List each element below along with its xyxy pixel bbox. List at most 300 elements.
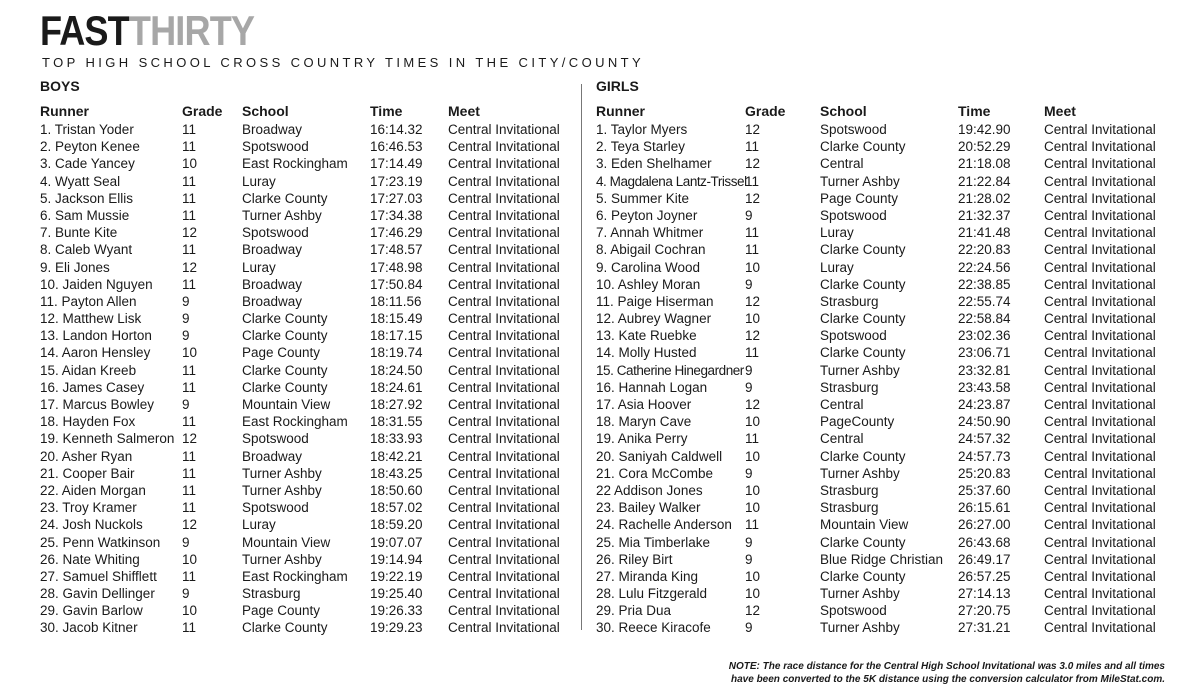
meet-cell: Central Invitational (1044, 173, 1156, 189)
table-row (596, 173, 1166, 190)
grade-cell: 11 (182, 482, 197, 498)
table-row (40, 551, 570, 568)
school-cell: Strasburg (820, 500, 879, 516)
meet-cell: Central Invitational (448, 207, 560, 223)
column-divider (581, 84, 582, 630)
table-row (40, 310, 570, 327)
time-cell: 18:31.55 (370, 414, 423, 430)
table-row (596, 138, 1166, 155)
table-row (596, 259, 1166, 276)
runner-column-header: Runner (596, 103, 645, 119)
grade-cell: 9 (745, 379, 753, 395)
table-row (596, 276, 1166, 293)
runner-cell: 27. Samuel Shifflett (40, 568, 157, 584)
school-cell: Clarke County (242, 311, 328, 327)
meet-cell: Central Invitational (1044, 586, 1156, 602)
time-cell: 26:57.25 (958, 568, 1011, 584)
table-row (40, 344, 570, 361)
runner-cell: 11. Payton Allen (40, 293, 137, 309)
meet-cell: Central Invitational (1044, 190, 1156, 206)
table-row (596, 499, 1166, 516)
grade-cell: 10 (182, 156, 198, 172)
distance-conversion-note (729, 660, 1165, 686)
grade-cell: 11 (745, 242, 760, 258)
grade-cell: 11 (182, 379, 197, 395)
school-cell: East Rockingham (242, 156, 348, 172)
table-row (596, 224, 1166, 241)
school-cell: Broadway (242, 122, 303, 137)
table-row (40, 207, 570, 224)
time-cell: 17:46.29 (370, 225, 423, 241)
runner-cell: 1. Taylor Myers (596, 122, 688, 137)
time-cell: 19:29.23 (370, 620, 423, 636)
grade-cell: 9 (182, 311, 190, 327)
runner-cell: 5. Jackson Ellis (40, 190, 134, 206)
table-row (596, 396, 1166, 413)
grade-cell: 10 (182, 603, 198, 619)
runner-cell: 26. Riley Birt (596, 551, 673, 567)
table-row (596, 310, 1166, 327)
school-cell: Luray (242, 259, 276, 275)
runner-cell: 12. Aubrey Wagner (596, 311, 712, 327)
grade-cell: 12 (745, 397, 761, 412)
meet-cell: Central Invitational (1044, 311, 1156, 327)
grade-column-header: Grade (745, 103, 786, 119)
time-cell: 23:43.58 (958, 379, 1011, 395)
grade-cell: 10 (745, 311, 761, 327)
table-row (40, 293, 570, 310)
school-cell: Page County (242, 345, 321, 361)
time-cell: 18:59.20 (370, 517, 423, 533)
girls-section-title: GIRLS (596, 78, 639, 94)
school-cell: Central (820, 156, 864, 172)
time-cell: 22:20.83 (958, 242, 1011, 258)
runner-cell: 14. Molly Husted (596, 345, 697, 361)
school-cell: Luray (242, 517, 276, 533)
runner-cell: 20. Asher Ryan (40, 448, 133, 464)
runner-cell: 24. Rachelle Anderson (596, 517, 732, 533)
time-cell: 26:43.68 (958, 534, 1011, 550)
time-cell: 23:02.36 (958, 328, 1011, 344)
runner-cell: 3. Cade Yancey (40, 156, 135, 172)
runner-cell: 11. Paige Hiserman (596, 293, 714, 309)
time-cell: 18:24.61 (370, 379, 423, 395)
grade-cell: 9 (745, 276, 753, 292)
meet-cell: Central Invitational (448, 397, 560, 412)
table-row (596, 190, 1166, 207)
runner-cell: 21. Cooper Bair (40, 465, 135, 481)
meet-cell: Central Invitational (1044, 603, 1156, 619)
meet-cell: Central Invitational (1044, 225, 1156, 241)
runner-cell: 23. Troy Kramer (40, 500, 137, 516)
table-row (40, 585, 570, 602)
school-cell: Spotswood (820, 603, 887, 619)
grade-cell: 9 (182, 293, 190, 309)
table-row (596, 379, 1166, 396)
time-cell: 21:22.84 (958, 173, 1011, 189)
runner-cell: 23. Bailey Walker (596, 500, 701, 516)
table-row (40, 362, 570, 379)
time-cell: 18:42.21 (370, 448, 423, 464)
meet-cell: Central Invitational (448, 534, 560, 550)
meet-cell: Central Invitational (1044, 568, 1156, 584)
meet-cell: Central Invitational (1044, 293, 1156, 309)
meet-cell: Central Invitational (448, 379, 560, 395)
school-cell: Clarke County (242, 328, 328, 344)
time-cell: 16:46.53 (370, 139, 423, 155)
meet-cell: Central Invitational (1044, 122, 1156, 137)
school-cell: Mountain View (820, 517, 909, 533)
grade-cell: 11 (182, 173, 197, 189)
runner-cell: 16. James Casey (40, 379, 145, 395)
school-cell: Clarke County (820, 568, 906, 584)
runner-cell: 14. Aaron Hensley (40, 345, 151, 361)
meet-cell: Central Invitational (448, 173, 560, 189)
time-cell: 22:38.85 (958, 276, 1011, 292)
time-cell: 18:11.56 (370, 293, 422, 309)
table-row (596, 602, 1166, 619)
time-column-header: Time (370, 103, 403, 119)
time-cell: 24:57.32 (958, 431, 1011, 447)
grade-cell: 9 (745, 465, 753, 481)
grade-cell: 10 (745, 568, 761, 584)
meet-cell: Central Invitational (448, 568, 560, 584)
note-line-1: NOTE: The race distance for the Central High School Invitational was 3.0 miles and all times (728, 661, 1165, 672)
page-subtitle: TOP HIGH SCHOOL CROSS COUNTRY TIMES IN THE CITY/COUNTY (42, 55, 645, 70)
table-row (596, 482, 1166, 499)
table-row (40, 327, 570, 344)
table-row (40, 173, 570, 190)
meet-cell: Central Invitational (448, 225, 560, 241)
table-row (40, 619, 570, 636)
time-cell: 24:50.90 (958, 414, 1011, 430)
grade-cell: 9 (182, 328, 190, 344)
table-row (596, 534, 1166, 551)
runner-cell: 18. Hayden Fox (40, 414, 136, 430)
grade-cell: 9 (182, 586, 190, 602)
grade-cell: 12 (745, 190, 761, 206)
grade-cell: 11 (745, 345, 760, 361)
table-row (596, 293, 1166, 310)
logo-word-thirty: THIRTY (128, 7, 255, 54)
grade-cell: 9 (182, 397, 190, 412)
meet-cell: Central Invitational (448, 122, 560, 137)
meet-cell: Central Invitational (448, 328, 560, 344)
table-row (40, 413, 570, 430)
runner-cell: 9. Eli Jones (40, 259, 110, 275)
grade-column-header: Grade (182, 103, 223, 119)
school-cell: Spotswood (242, 500, 309, 516)
runner-cell: 25. Mia Timberlake (596, 534, 711, 550)
school-cell: Strasburg (242, 586, 301, 602)
meet-cell: Central Invitational (1044, 156, 1156, 172)
table-row (596, 327, 1166, 344)
school-cell: Clarke County (820, 276, 906, 292)
time-cell: 19:14.94 (370, 551, 423, 567)
grade-cell: 10 (182, 345, 198, 361)
meet-cell: Central Invitational (1044, 362, 1156, 378)
grade-cell: 10 (745, 259, 761, 275)
meet-cell: Central Invitational (1044, 534, 1156, 550)
runner-cell: 27. Miranda King (596, 568, 699, 584)
grade-cell: 12 (745, 122, 761, 137)
time-cell: 19:26.33 (370, 603, 423, 619)
grade-cell: 11 (182, 620, 197, 636)
grade-cell: 11 (182, 414, 197, 430)
time-cell: 27:31.21 (958, 620, 1011, 636)
grade-cell: 11 (182, 500, 197, 516)
meet-cell: Central Invitational (448, 276, 560, 292)
grade-cell: 11 (182, 242, 197, 258)
time-column-header: Time (958, 103, 991, 119)
school-cell: Clarke County (820, 139, 906, 155)
school-cell: Clarke County (242, 362, 328, 378)
school-cell: Clarke County (820, 534, 906, 550)
boys-header-row (40, 102, 570, 121)
runner-cell: 10. Ashley Moran (596, 276, 701, 292)
runner-cell: 19. Anika Perry (596, 431, 688, 447)
runner-cell: 29. Pria Dua (596, 603, 672, 619)
school-cell: Turner Ashby (820, 586, 900, 602)
time-cell: 18:19.74 (370, 345, 423, 361)
runner-cell: 10. Jaiden Nguyen (40, 276, 153, 292)
runner-cell: 25. Penn Watkinson (40, 534, 161, 550)
time-cell: 27:20.75 (958, 603, 1011, 619)
meet-cell: Central Invitational (448, 586, 560, 602)
time-cell: 17:23.19 (370, 173, 423, 189)
school-cell: Turner Ashby (242, 551, 322, 567)
grade-cell: 11 (745, 225, 760, 241)
time-cell: 21:41.48 (958, 225, 1011, 241)
runner-cell: 4. Magdalena Lantz-Trissel (596, 173, 747, 189)
table-row (596, 362, 1166, 379)
grade-cell: 12 (745, 328, 761, 344)
time-cell: 26:27.00 (958, 517, 1011, 533)
school-cell: Clarke County (242, 190, 328, 206)
time-cell: 22:55.74 (958, 293, 1011, 309)
time-cell: 16:14.32 (370, 122, 423, 137)
time-cell: 23:06.71 (958, 345, 1011, 361)
grade-cell: 11 (182, 448, 197, 464)
runner-cell: 3. Eden Shelhamer (596, 156, 712, 172)
table-row (40, 155, 570, 172)
runner-cell: 30. Reece Kiracofe (596, 620, 711, 636)
school-cell: PageCounty (820, 414, 895, 430)
time-cell: 21:28.02 (958, 190, 1011, 206)
runner-cell: 21. Cora McCombe (596, 465, 714, 481)
runner-cell: 30. Jacob Kitner (40, 620, 138, 636)
meet-cell: Central Invitational (1044, 551, 1156, 567)
table-row (596, 155, 1166, 172)
girls-results-table (596, 102, 1166, 637)
grade-cell: 12 (182, 517, 198, 533)
runner-cell: 28. Lulu Fitzgerald (596, 586, 708, 602)
table-row (40, 138, 570, 155)
grade-cell: 10 (745, 414, 761, 430)
time-cell: 22:24.56 (958, 259, 1011, 275)
grade-cell: 12 (745, 156, 761, 172)
grade-cell: 12 (182, 431, 198, 447)
runner-cell: 5. Summer Kite (596, 190, 690, 206)
grade-cell: 12 (745, 293, 761, 309)
grade-cell: 11 (745, 173, 760, 189)
grade-cell: 9 (745, 620, 753, 636)
meet-cell: Central Invitational (448, 517, 560, 533)
runner-cell: 24. Josh Nuckols (40, 517, 143, 533)
school-cell: Central (820, 431, 864, 447)
school-cell: Spotswood (820, 122, 887, 137)
school-cell: Turner Ashby (820, 620, 900, 636)
time-cell: 19:42.90 (958, 122, 1011, 137)
meet-cell: Central Invitational (1044, 276, 1156, 292)
runner-cell: 15. Aidan Kreeb (40, 362, 137, 378)
boys-results-table (40, 102, 570, 637)
meet-cell: Central Invitational (1044, 500, 1156, 516)
school-cell: Strasburg (820, 482, 879, 498)
school-cell: Spotswood (820, 328, 887, 344)
runner-cell: 15. Catherine Hinegardner (596, 362, 744, 378)
time-cell: 21:18.08 (958, 156, 1011, 172)
table-row (40, 379, 570, 396)
meet-cell: Central Invitational (1044, 379, 1156, 395)
time-cell: 25:37.60 (958, 482, 1011, 498)
school-cell: Mountain View (242, 534, 331, 550)
meet-cell: Central Invitational (448, 362, 560, 378)
table-row (596, 585, 1166, 602)
meet-cell: Central Invitational (1044, 139, 1156, 155)
time-cell: 20:52.29 (958, 139, 1011, 155)
school-cell: Broadway (242, 448, 303, 464)
runner-cell: 20. Saniyah Caldwell (596, 448, 723, 464)
school-cell: Luray (820, 259, 854, 275)
grade-cell: 10 (745, 586, 761, 602)
runner-cell: 6. Peyton Joyner (596, 207, 698, 223)
time-cell: 19:22.19 (370, 568, 423, 584)
school-cell: Spotswood (820, 207, 887, 223)
runner-cell: 2. Teya Starley (596, 139, 686, 155)
grade-cell: 9 (745, 207, 753, 223)
time-cell: 24:23.87 (958, 397, 1011, 412)
meet-cell: Central Invitational (448, 431, 560, 447)
meet-cell: Central Invitational (448, 139, 560, 155)
runner-cell: 28. Gavin Dellinger (40, 586, 155, 602)
table-row (40, 602, 570, 619)
meet-column-header: Meet (448, 103, 480, 119)
grade-cell: 10 (745, 482, 761, 498)
time-cell: 17:48.98 (370, 259, 423, 275)
time-cell: 17:34.38 (370, 207, 423, 223)
table-row (40, 396, 570, 413)
meet-cell: Central Invitational (1044, 431, 1156, 447)
table-row (40, 516, 570, 533)
meet-cell: Central Invitational (448, 500, 560, 516)
runner-cell: 4. Wyatt Seal (40, 173, 121, 189)
school-cell: Clarke County (820, 311, 906, 327)
table-row (596, 516, 1166, 533)
time-cell: 18:17.15 (370, 328, 423, 344)
time-cell: 22:58.84 (958, 311, 1011, 327)
school-cell: Turner Ashby (242, 482, 322, 498)
time-cell: 18:57.02 (370, 500, 423, 516)
table-row (40, 121, 570, 138)
table-row (40, 465, 570, 482)
runner-cell: 29. Gavin Barlow (40, 603, 143, 619)
meet-cell: Central Invitational (448, 259, 560, 275)
time-cell: 23:32.81 (958, 362, 1011, 378)
time-cell: 19:25.40 (370, 586, 423, 602)
runner-cell: 16. Hannah Logan (596, 379, 708, 395)
grade-cell: 11 (745, 431, 760, 447)
school-cell: Strasburg (820, 379, 879, 395)
grade-cell: 11 (182, 190, 197, 206)
school-cell: Page County (242, 603, 321, 619)
school-cell: Clarke County (820, 345, 906, 361)
school-cell: Strasburg (820, 293, 879, 309)
school-cell: Central (820, 397, 864, 412)
meet-cell: Central Invitational (1044, 482, 1156, 498)
meet-column-header: Meet (1044, 103, 1076, 119)
runner-cell: 8. Abigail Cochran (596, 242, 706, 258)
school-cell: Spotswood (242, 139, 309, 155)
grade-cell: 10 (745, 448, 761, 464)
meet-cell: Central Invitational (1044, 620, 1156, 636)
note-line-2: have been converted to the 5K distance using the conversion calculator from MileStat.com. (731, 674, 1165, 685)
runner-cell: 2. Peyton Kenee (40, 139, 140, 155)
meet-cell: Central Invitational (448, 293, 560, 309)
grade-cell: 9 (745, 534, 753, 550)
table-row (596, 465, 1166, 482)
school-cell: Clarke County (242, 620, 328, 636)
runner-cell: 9. Carolina Wood (596, 259, 701, 275)
time-cell: 24:57.73 (958, 448, 1011, 464)
runner-cell: 13. Kate Ruebke (596, 328, 697, 344)
runner-cell: 12. Matthew Lisk (40, 311, 142, 327)
time-cell: 18:15.49 (370, 311, 423, 327)
meet-cell: Central Invitational (1044, 345, 1156, 361)
runner-cell: 17. Marcus Bowley (40, 397, 155, 412)
runner-cell: 19. Kenneth Salmeron (40, 431, 175, 447)
meet-cell: Central Invitational (448, 482, 560, 498)
meet-cell: Central Invitational (1044, 242, 1156, 258)
meet-cell: Central Invitational (1044, 414, 1156, 430)
runner-cell: 7. Bunte Kite (40, 225, 118, 241)
table-row (40, 190, 570, 207)
school-cell: Turner Ashby (820, 362, 900, 378)
runner-cell: 7. Annah Whitmer (596, 225, 704, 241)
table-row (596, 568, 1166, 585)
grade-cell: 12 (182, 225, 198, 241)
school-cell: Spotswood (242, 225, 309, 241)
grade-cell: 10 (182, 551, 198, 567)
table-row (596, 241, 1166, 258)
time-cell: 21:32.37 (958, 207, 1011, 223)
grade-cell: 9 (745, 362, 753, 378)
school-cell: Turner Ashby (242, 207, 322, 223)
runner-cell: 26. Nate Whiting (40, 551, 140, 567)
school-column-header: School (820, 103, 867, 119)
grade-cell: 9 (745, 551, 753, 567)
table-row (40, 241, 570, 258)
time-cell: 26:49.17 (958, 551, 1011, 567)
table-row (596, 344, 1166, 361)
school-cell: Clarke County (242, 379, 328, 395)
boys-section-title: BOYS (40, 78, 80, 94)
time-cell: 18:27.92 (370, 397, 423, 412)
school-cell: Broadway (242, 276, 303, 292)
time-cell: 18:24.50 (370, 362, 423, 378)
grade-cell: 11 (745, 517, 760, 533)
grade-cell: 11 (182, 465, 197, 481)
